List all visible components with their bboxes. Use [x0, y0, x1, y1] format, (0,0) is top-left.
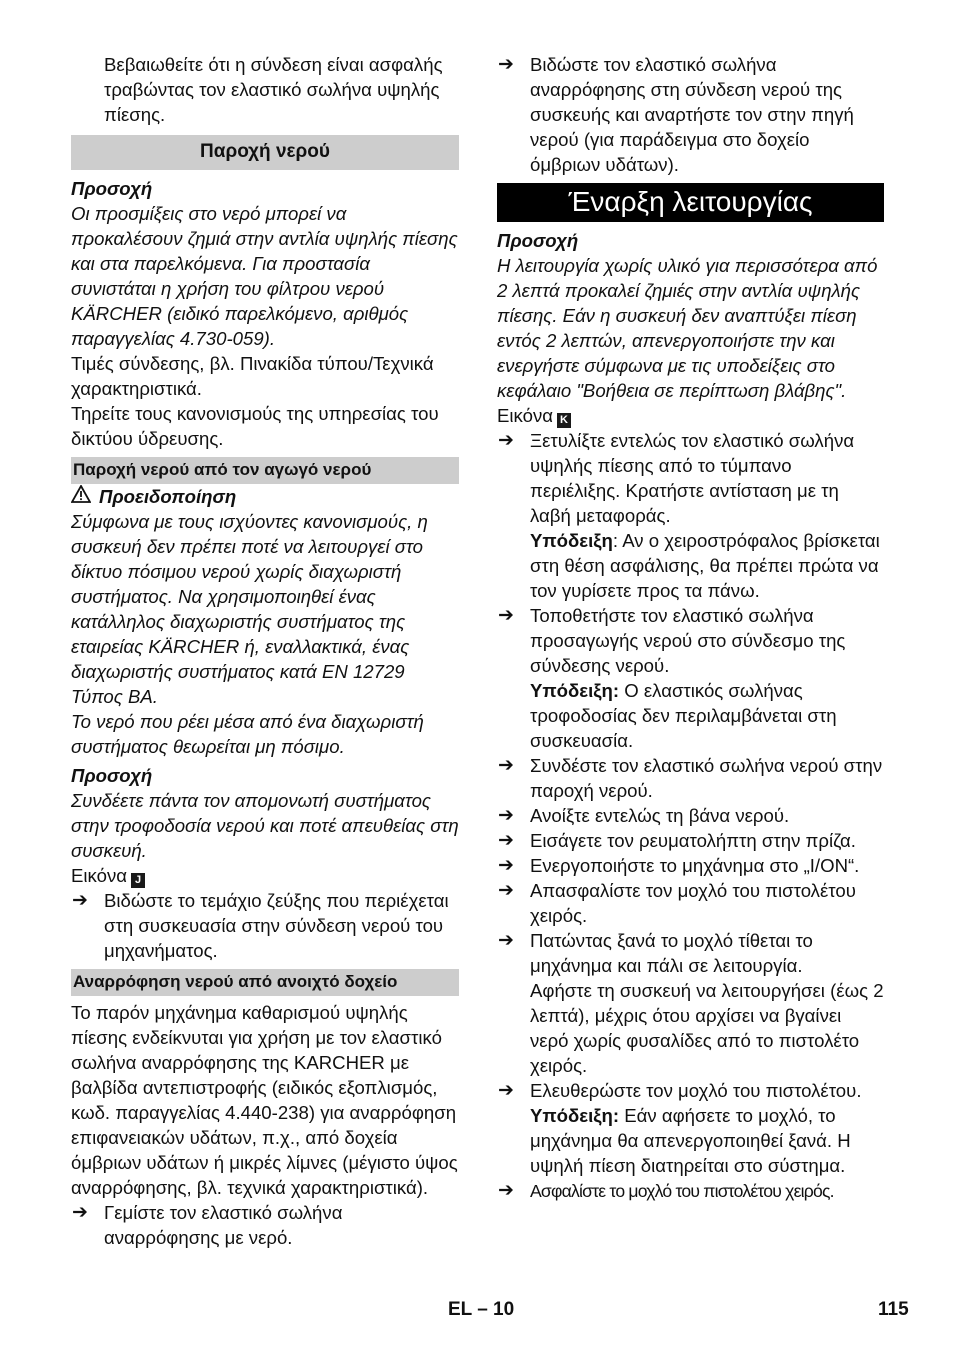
suction-text: Το παρόν μηχάνημα καθαρισμού υψηλής πίεσης ενδείκνυται για χρήση με τον ελαστικό σωλήνα αναρρόφησης της KARCHER με βαλβίδα αντεπιστροφής (ειδικός εξοπλισμός, κωδ. παραγγελίας 4.440-238) για αναρρόφηση επιφανειακών υδάτων, π.χ., από δοχεία όμβριων υδάτων ή μικρές λίμνες (μέγιστο ύψος αναρρόφησης, βλ. τεχνικά χαρακτηριστικά).: [71, 1002, 458, 1198]
step-continuation: Αφήστε τη συσκευή να λειτουργήσει (έως 2 λεπτά), μέχρις ότου αρχίσει να βγαίνει νερό χωρίς φυσαλίδες από το πιστολέτο χειρός.: [530, 980, 884, 1076]
step-item: [497, 1078, 884, 1103]
connection-values-text: Τιμές σύνδεσης, βλ. Πινακίδα τύπου/Τεχνικά χαρακτηριστικά.: [71, 353, 434, 399]
arrow-right-icon: ➔: [498, 830, 514, 851]
step-text: Απασφαλίστε τον μοχλό του πιστολέτου χειρός.: [530, 880, 856, 926]
note-label: Υπόδειξη: [530, 530, 613, 551]
figure-key-badge: J: [131, 873, 145, 888]
arrow-right-icon: ➔: [498, 755, 514, 776]
caution-text-3: Η λειτουργία χωρίς υλικό για περισσότερα από 2 λεπτά προκαλεί ζημιές στην αντλία υψηλής πίεσης. Εάν η συσκευή δεν αναπτύξει πίεση εντός 2 λεπτών, απενεργοποιήστε την και ενεργήστε σύμφωνα με τις υποδείξεις στο κεφάλαιο "Βοήθεια σε περίπτωση βλάβης".: [497, 255, 878, 401]
warning-text-2: Το νερό που ρέει μέσα από ένα διαχωριστή συστήματος θεωρείται μη πόσιμο.: [71, 711, 424, 757]
footer-page-number: 115: [878, 1299, 909, 1320]
step-item: [497, 928, 884, 978]
note-body: : Αν ο χειροστρόφαλος βρίσκεται στη θέση ασφάλισης, θα πρέπει πρώτα να τον γυρίσετε προς τα πάνω.: [530, 530, 880, 601]
caution-title-3: Προσοχή: [497, 230, 579, 251]
step-item: [497, 753, 884, 803]
note-text: [497, 1103, 884, 1178]
step-item: [71, 1200, 459, 1250]
arrow-right-icon: ➔: [72, 890, 88, 911]
caution-text: Οι προσμίξεις στο νερό μπορεί να προκαλέσουν ζημιά στην αντλία υψηλής πίεσης και στα παρελκόμενα. Για προστασία συνιστάται η χρήση του φίλτρου νερού KÄRCHER (ειδικό παρελκόμενο, αριθμός παραγγελίας 4.730-059).: [71, 203, 458, 349]
note-body: Εάν αφήσετε το μοχλό, το μηχάνημα θα απενεργοποιηθεί ξανά. Η υψηλή πίεση διατηρείται στο σύστημα.: [530, 1105, 851, 1176]
step-text: Βιδώστε τον ελαστικό σωλήνα αναρρόφησης στη σύνδεση νερού της συσκευής και αναρτήστε τον στην πηγή νερού (για παράδειγμα στο δοχείο όμβριων υδάτων).: [530, 54, 854, 175]
step-item: [497, 828, 884, 853]
intro-text: Βεβαιωθείτε ότι η σύνδεση είναι ασφαλής τραβώντας τον ελαστικό σωλήνα υψηλής πίεσης.: [104, 54, 443, 125]
step-item: [71, 888, 459, 963]
step-item: [497, 878, 884, 928]
note-body: Ο ελαστικός σωλήνας τροφοδοσίας δεν περιλαμβάνεται στη συσκευασία.: [530, 680, 837, 751]
step-text: Πατώντας ξανά το μοχλό τίθεται το μηχάνημα και πάλι σε λειτουργία.: [530, 930, 813, 976]
caution-title-2: Προσοχή: [71, 765, 153, 786]
arrow-right-icon: ➔: [72, 1202, 88, 1223]
note-label: Υπόδειξη:: [530, 680, 620, 701]
note-label: Υπόδειξη:: [530, 1105, 620, 1126]
chapter-title-start-up: Έναρξη λειτουργίας: [497, 183, 884, 222]
step-item: [497, 52, 884, 177]
warning-title-line: [71, 484, 459, 509]
arrow-right-icon: ➔: [498, 54, 514, 75]
step-text: Συνδέστε τον ελαστικό σωλήνα νερού στην παροχή νερού.: [530, 755, 883, 801]
arrow-right-icon: ➔: [498, 430, 514, 451]
arrow-right-icon: ➔: [498, 880, 514, 901]
step-text: Βιδώστε το τεμάχιο ζεύξης που περιέχεται στη συσκευασία στην σύνδεση νερού του μηχανήματος.: [104, 890, 449, 961]
warning-text: Σύμφωνα με τους ισχύοντες κανονισμούς, η συσκευή δεν πρέπει ποτέ να λειτουργεί στο δίκτυο πόσιμου νερού χωρίς διαχωριστή συστήματος. Να χρησιμοποιηθεί ένας κατάλληλος διαχωριστής συστήματος της εταιρείας KÄRCHER ή, εναλλακτικά, ένας διαχωριστής συστήματος κατά EN 12729 Τύπος BA.: [71, 511, 428, 707]
step-text: Γεμίστε τον ελαστικό σωλήνα αναρρόφησης με νερό.: [104, 1202, 343, 1248]
figure-label: Εικόνα: [71, 865, 127, 886]
step-item: [497, 803, 884, 828]
warning-title: Προειδοποίηση: [99, 486, 237, 507]
footer-language-page: EL – 10: [448, 1299, 515, 1320]
regulations-text: Τηρείτε τους κανονισμούς της υπηρεσίας του δικτύου ύδρευσης.: [71, 403, 439, 449]
figure-reference: [497, 403, 884, 428]
step-item: [497, 1178, 884, 1204]
section-heading-open-container: Αναρρόφηση νερού από ανοιχτό δοχείο: [71, 969, 459, 996]
step-text: Ξετυλίξτε εντελώς τον ελαστικό σωλήνα υψηλής πίεσης από το τύμπανο περιέλιξης. Κρατήστε αντίσταση με τη λαβή μεταφοράς.: [530, 430, 855, 526]
step-text: Τοποθετήστε τον ελαστικό σωλήνα προσαγωγής νερού στο σύνδεσμο της σύνδεσης νερού.: [530, 605, 846, 676]
caution-title: Προσοχή: [71, 178, 153, 199]
section-heading-water-supply: Παροχή νερού: [71, 135, 459, 170]
figure-key-badge: K: [557, 413, 571, 428]
figure-reference: [71, 863, 459, 888]
arrow-right-icon: ➔: [498, 605, 514, 626]
step-text: Ελευθερώστε τον μοχλό του πιστολέτου.: [530, 1080, 862, 1101]
step-item: [497, 603, 884, 678]
right-column: [497, 52, 884, 1204]
step-text: Ασφαλίστε το μοχλό του πιστολέτου χειρός.: [530, 1181, 834, 1201]
note-text: [497, 678, 884, 753]
arrow-right-icon: ➔: [498, 1080, 514, 1101]
left-column: [71, 52, 459, 1250]
arrow-right-icon: ➔: [498, 805, 514, 826]
section-heading-mains-water: Παροχή νερού από τον αγωγό νερού: [71, 457, 459, 484]
caution-text-2: Συνδέετε πάντα τον απομονωτή συστήματος στην τροφοδοσία νερού και ποτέ απευθείας στη συσκευή.: [71, 790, 459, 861]
note-text: [497, 528, 884, 603]
arrow-right-icon: ➔: [498, 1180, 514, 1201]
figure-label: Εικόνα: [497, 405, 553, 426]
step-text: Εισάγετε τον ρευματολήπτη στην πρίζα.: [530, 830, 856, 851]
step-item: [497, 853, 884, 878]
arrow-right-icon: ➔: [498, 855, 514, 876]
step-text: Ανοίξτε εντελώς τη βάνα νερού.: [530, 805, 790, 826]
step-item: [497, 428, 884, 528]
arrow-right-icon: ➔: [498, 930, 514, 951]
warning-triangle-icon: [71, 484, 91, 509]
step-text: Ενεργοποιήστε το μηχάνημα στο „I/ON“.: [530, 855, 860, 876]
